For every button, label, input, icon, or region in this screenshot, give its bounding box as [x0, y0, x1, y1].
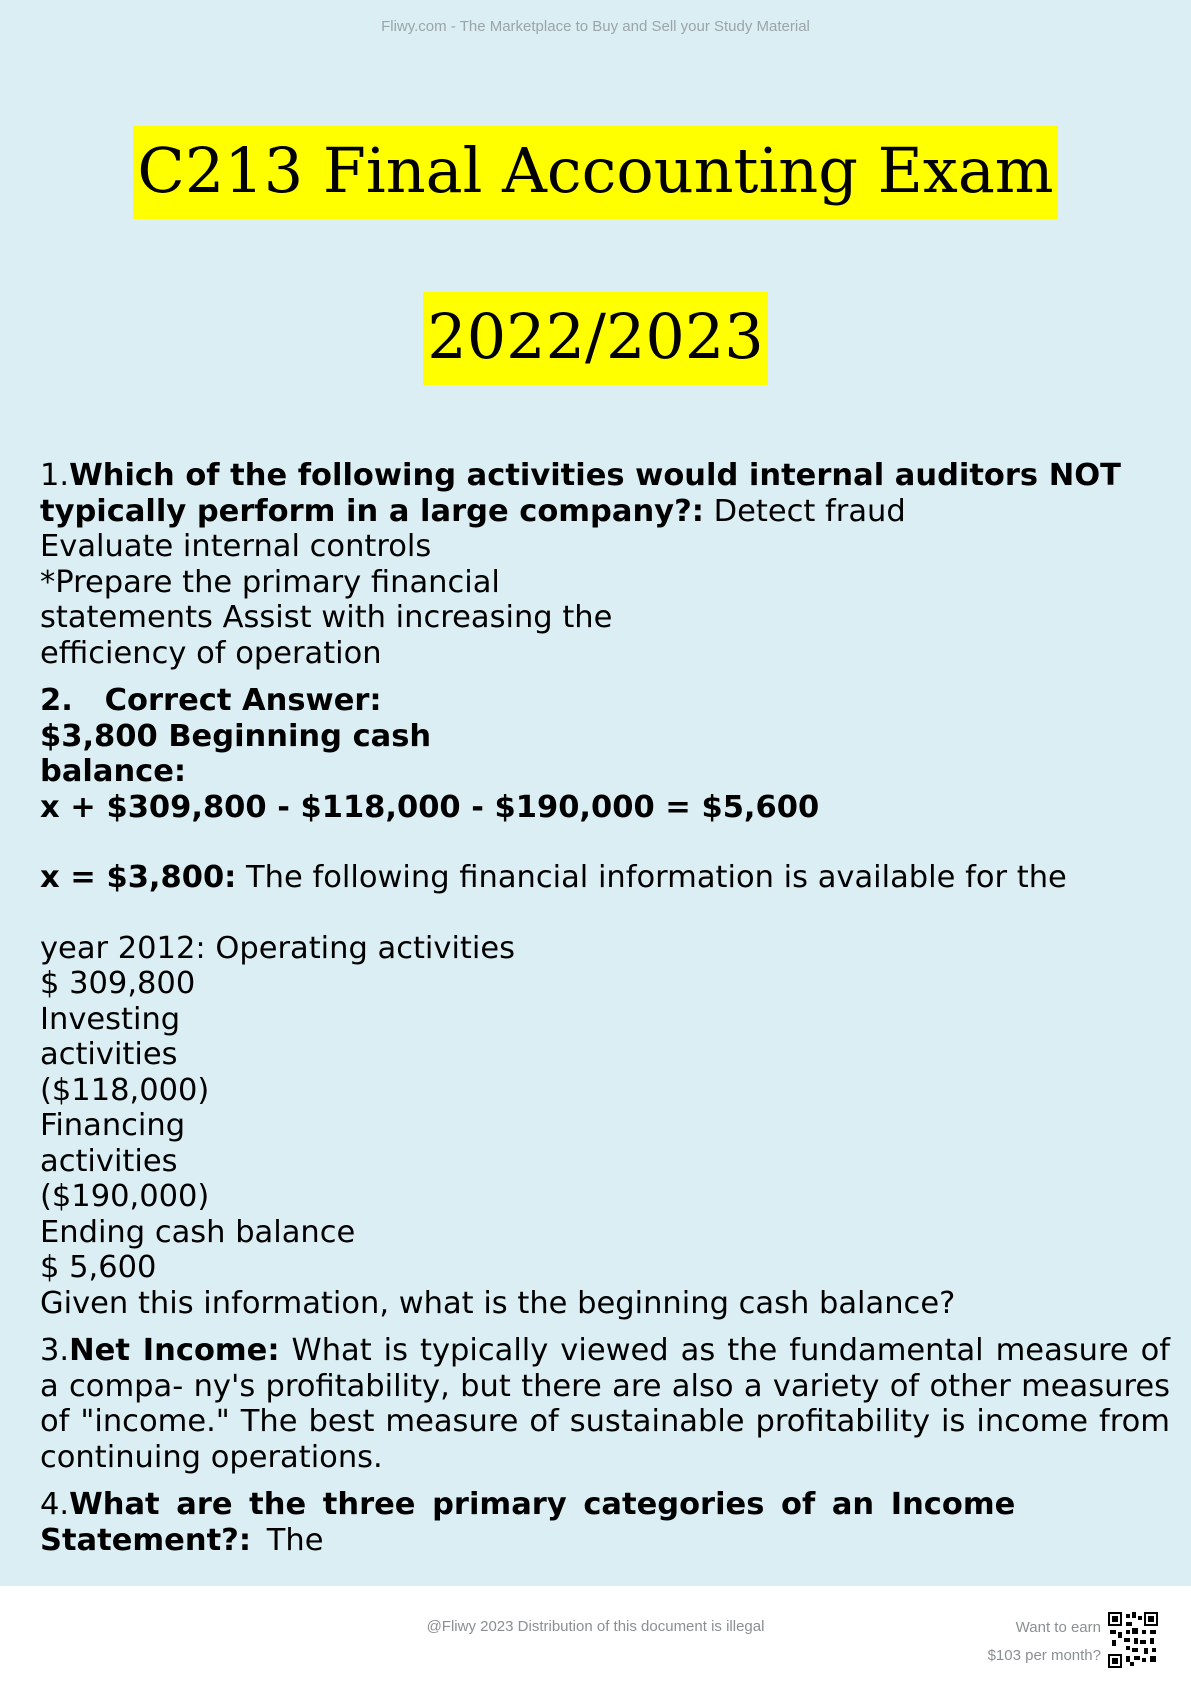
option-line: *Prepare the primary financial: [40, 564, 500, 600]
question-text: What are the three primary categories of an Income Statement?:: [40, 1487, 1016, 1558]
question-line: activities: [40, 1037, 178, 1072]
question-line: $ 309,800: [40, 966, 196, 1001]
question-2: [40, 683, 1170, 1321]
term: Net Income:: [69, 1333, 280, 1368]
page-title-line-2: 2022/2023: [0, 306, 1191, 368]
question-line: Given this information, what is the beginning cash balance?: [40, 1285, 956, 1321]
answer-text: The: [251, 1522, 324, 1558]
top-watermark: Fliwy.com - The Marketplace to Buy and Sell your Study Material: [381, 18, 810, 35]
question-number: 3.: [40, 1333, 70, 1368]
question-number: 2.: [40, 683, 73, 718]
question-4: [40, 1487, 1170, 1558]
question-line: Financing: [40, 1108, 186, 1143]
x-value: x = $3,800:: [40, 860, 237, 895]
earn-promo[interactable]: Want to earn $103 per month?: [987, 1619, 1101, 1664]
question-line: ($190,000): [40, 1179, 210, 1214]
answer-line: $3,800 Beginning cash: [40, 718, 432, 754]
question-line: $ 5,600: [40, 1250, 157, 1285]
question-text: Which of the following activities would internal auditors NOT typically perform in a large company?:: [40, 458, 1121, 529]
question-number: 4.: [40, 1487, 70, 1522]
answer-text: Detect fraud: [703, 493, 906, 529]
question-number: 1.: [40, 458, 70, 493]
question-3: [40, 1333, 1170, 1475]
question-line: ($118,000): [40, 1072, 210, 1108]
option-line: efficiency of operation: [40, 635, 382, 671]
page-footer: [0, 1586, 1191, 1684]
footer-notice: @Fliwy 2023 Distribution of this document is illegal: [426, 1618, 765, 1635]
question-line: activities: [40, 1143, 178, 1179]
option-line: Evaluate internal controls: [40, 529, 432, 564]
question-text: The following financial information is available for the: [236, 860, 1067, 895]
equation-line: x + $309,800 - $118,000 - $190,000 = $5,600: [40, 789, 820, 825]
answer-line: balance:: [40, 754, 187, 789]
exam-content: [40, 458, 1170, 1570]
definition-text: What is typically viewed as the fundamental measure of a compa- ny's profitability, but there are also a variety of other measures of "income." The best measure of sustainable profitability is income from continuing operations.: [40, 1333, 1170, 1475]
question-line: year 2012: Operating activities: [40, 930, 516, 966]
correct-answer-label: Correct Answer:: [104, 683, 382, 718]
page-title-line-1: C213 Final Accounting Exam: [0, 140, 1191, 202]
question-line: Ending cash balance: [40, 1214, 356, 1250]
question-line: Investing: [40, 1001, 181, 1037]
question-1: [40, 458, 1170, 671]
option-line: statements Assist with increasing the: [40, 600, 613, 635]
qr-code-icon[interactable]: [1108, 1612, 1158, 1668]
